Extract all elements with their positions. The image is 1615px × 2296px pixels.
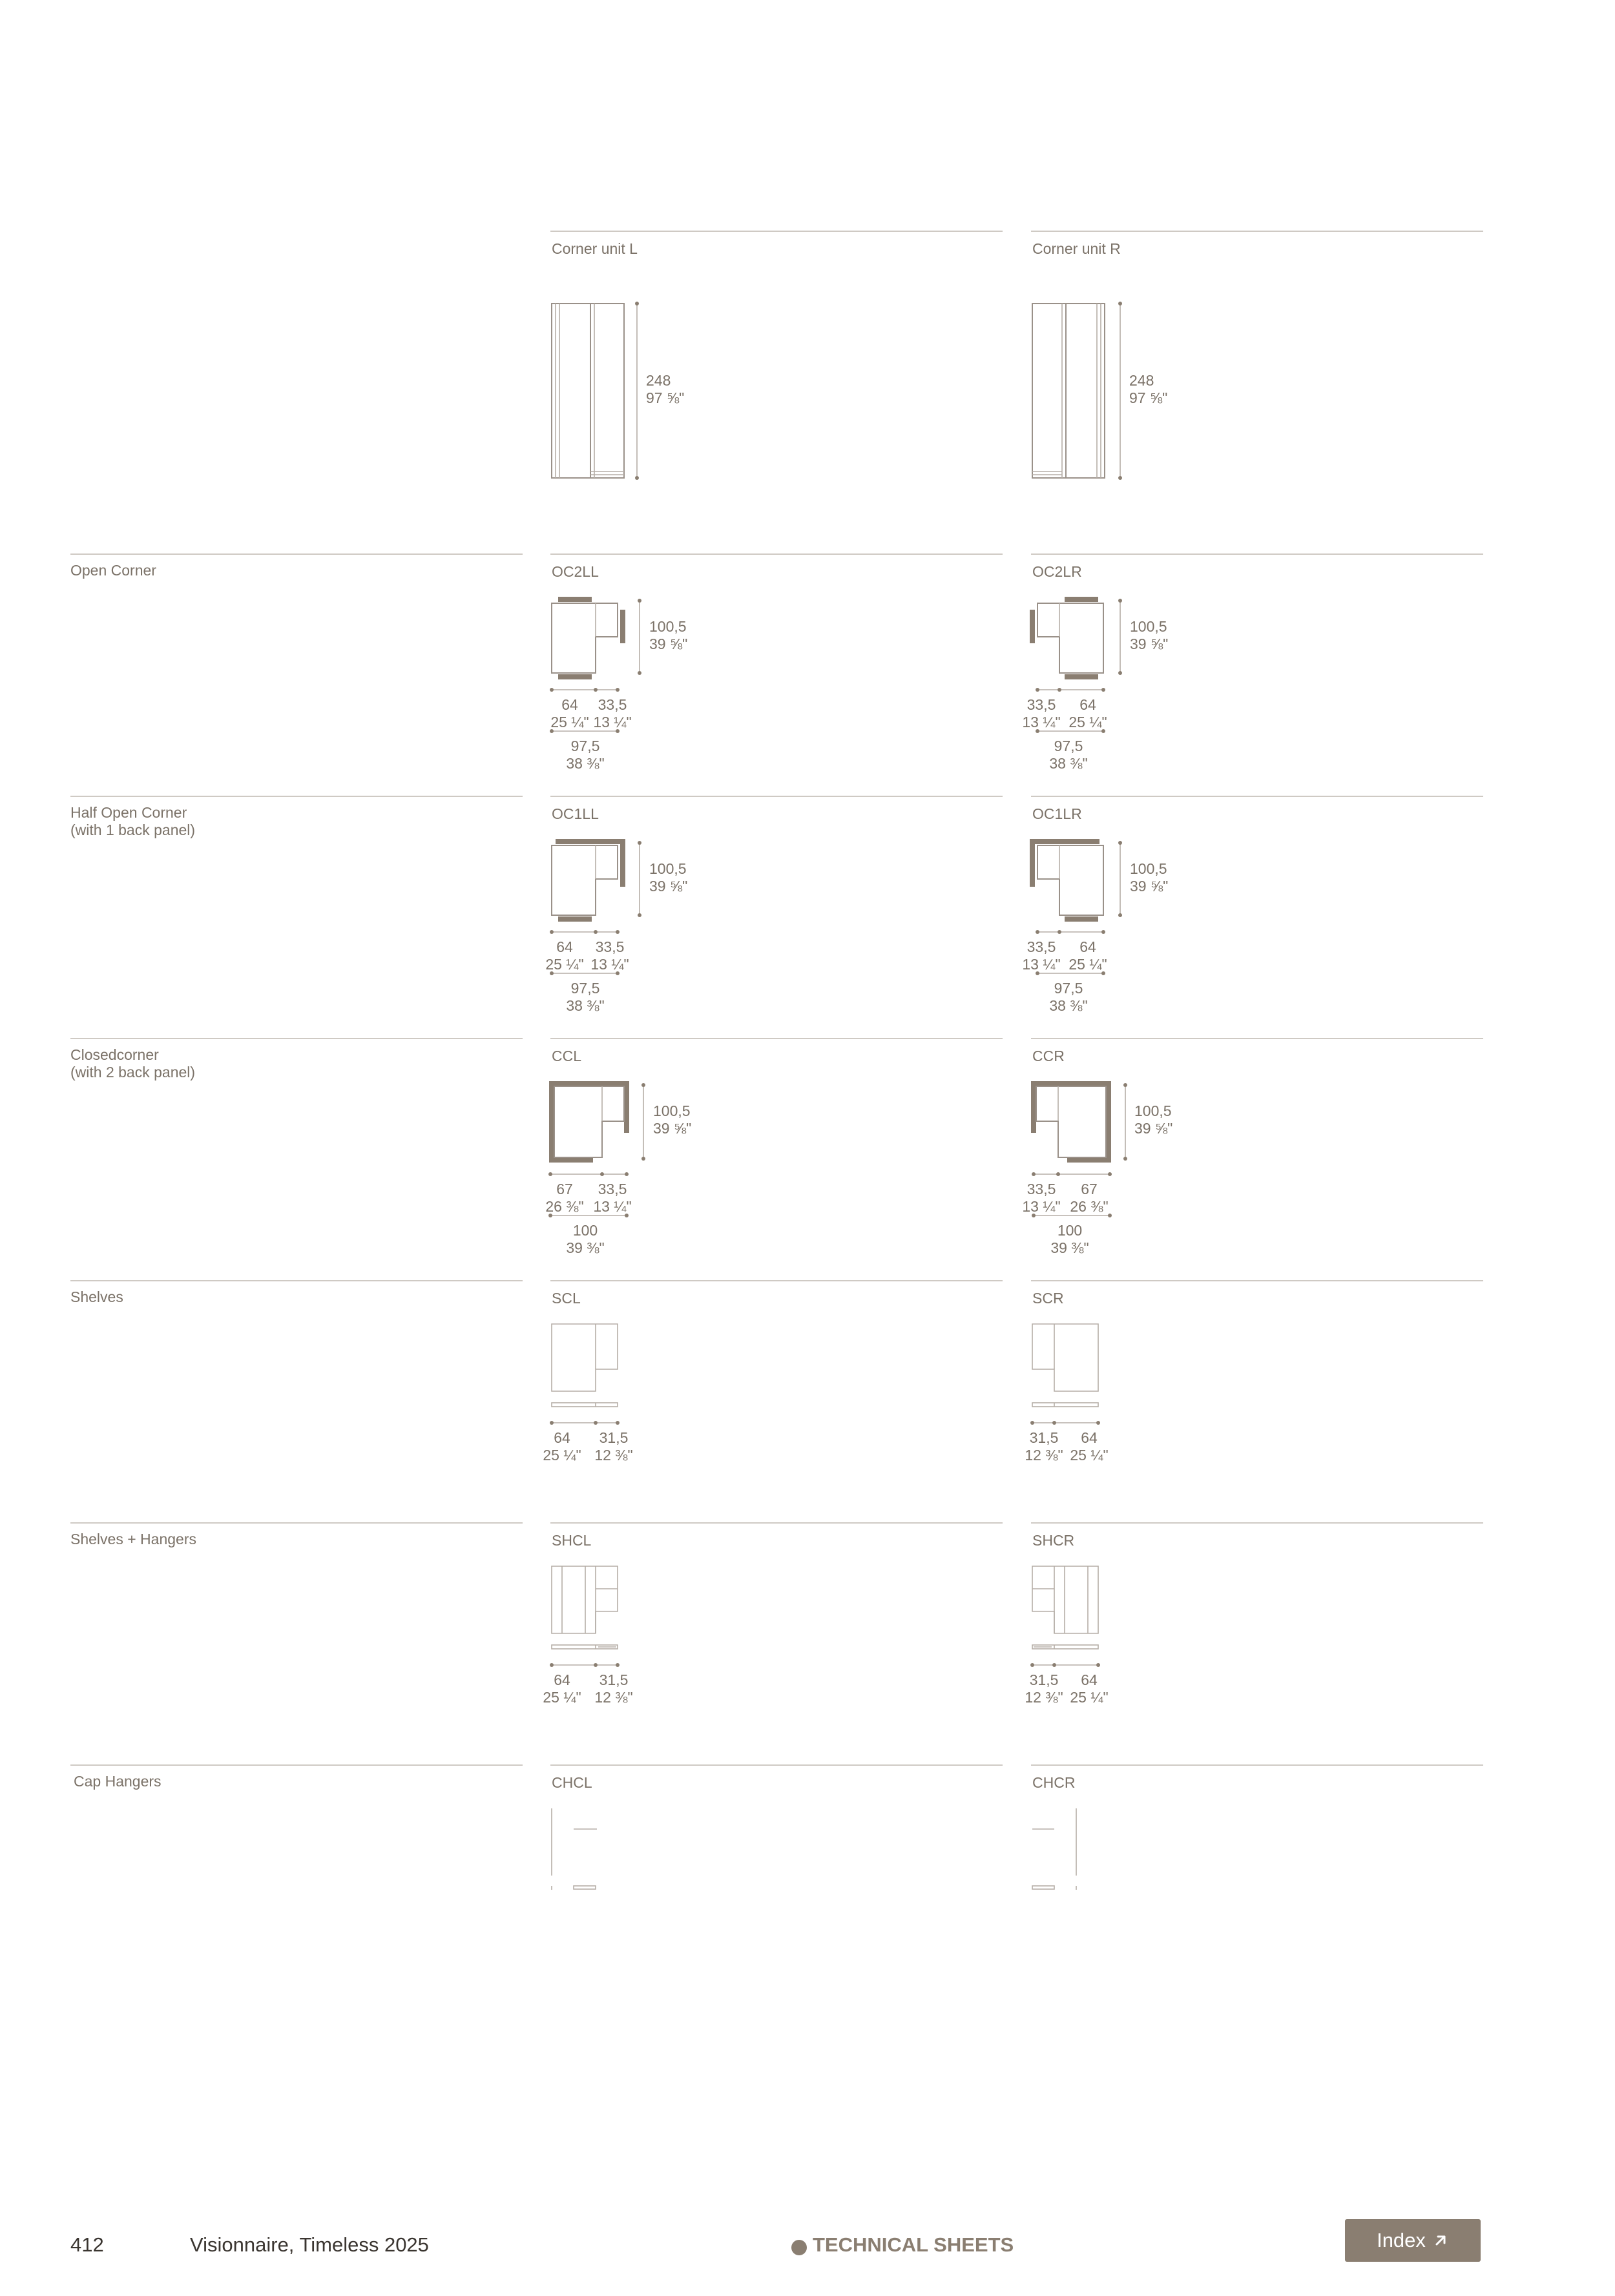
dim-width1-cm: 64 xyxy=(561,696,578,713)
dim-height-cm: 100,5 xyxy=(1130,860,1167,877)
dim-width1-cm: 64 xyxy=(554,1671,570,1688)
dim-height-cm: 248 xyxy=(1129,372,1154,389)
rule-label xyxy=(70,1280,523,1281)
dim-width1-in: 13 ¼" xyxy=(1022,956,1061,973)
dim-width2-in: 25 ¼" xyxy=(1068,714,1107,730)
plan-drawing-oc2ll xyxy=(547,594,656,685)
dim-width2-in: 25 ¼" xyxy=(1070,1447,1109,1463)
dim-width1-in: 13 ¼" xyxy=(1022,714,1061,730)
dim-width1-cm: 33,5 xyxy=(1026,1181,1056,1197)
elevation-drawing-corner-unit-l xyxy=(547,297,650,484)
rule-left xyxy=(550,1764,1003,1766)
elevation-drawing-corner-unit-r xyxy=(1027,297,1130,484)
dim-width2-cm: 64 xyxy=(1079,938,1096,955)
plan-drawing-shcl xyxy=(547,1560,656,1676)
rule-right xyxy=(1031,553,1483,555)
rule-left xyxy=(550,1280,1003,1281)
dim-total-in: 39 ⅜" xyxy=(1050,1239,1089,1256)
dim-width2-in: 13 ¼" xyxy=(590,956,629,973)
dim-total-in: 38 ⅜" xyxy=(566,755,605,772)
rule-label xyxy=(70,1764,523,1766)
dim-height-cm: 100,5 xyxy=(653,1102,691,1119)
dim-width2-cm: 64 xyxy=(1079,696,1096,713)
row-label-half-open-corner: Half Open Corner (with 1 back panel) xyxy=(70,804,196,838)
rule-right xyxy=(1031,1764,1483,1766)
dim-height-in: 39 ⅝" xyxy=(649,636,688,652)
dim-height-cm: 100,5 xyxy=(1134,1102,1172,1119)
code-scr: SCR xyxy=(1032,1290,1064,1307)
page-number: 412 xyxy=(70,2233,104,2256)
dim-width1-in: 25 ¼" xyxy=(543,1447,581,1463)
code-oc1ll: OC1LL xyxy=(552,805,599,822)
code-shcl: SHCL xyxy=(552,1532,592,1549)
dim-width2-cm: 33,5 xyxy=(598,696,627,713)
rule-label xyxy=(70,1522,523,1524)
dim-total-cm: 97,5 xyxy=(1054,738,1083,754)
dim-width2-in: 12 ⅜" xyxy=(594,1689,633,1706)
plan-drawing-oc1ll xyxy=(547,836,656,927)
rule-label xyxy=(70,553,523,555)
dim-width2-cm: 33,5 xyxy=(598,1181,627,1197)
plan-drawing-oc2lr xyxy=(1027,594,1137,685)
dim-height-in: 97 ⅝" xyxy=(646,389,685,406)
rule-corner-unit-l xyxy=(550,231,1003,232)
dim-total-cm: 97,5 xyxy=(1054,980,1083,997)
dim-width2-in: 26 ⅜" xyxy=(1070,1198,1109,1215)
dim-width1-cm: 67 xyxy=(556,1181,573,1197)
rule-right xyxy=(1031,1280,1483,1281)
dim-width2-in: 13 ¼" xyxy=(593,1198,632,1215)
dim-width1-cm: 33,5 xyxy=(1026,696,1056,713)
dim-total-in: 38 ⅜" xyxy=(566,997,605,1014)
code-corner-unit-l: Corner unit L xyxy=(552,240,638,257)
dim-width2-cm: 64 xyxy=(1081,1429,1098,1446)
dim-width1-cm: 64 xyxy=(554,1429,570,1446)
plan-drawing-chcl xyxy=(547,1802,656,1892)
plan-drawing-scl xyxy=(547,1318,656,1434)
row-label-closed-corner: Closedcorner (with 2 back panel) xyxy=(70,1046,196,1081)
dim-height-in: 39 ⅝" xyxy=(1130,636,1169,652)
dim-width2-in: 13 ¼" xyxy=(593,714,632,730)
code-oc2ll: OC2LL xyxy=(552,563,599,580)
dim-width2-cm: 33,5 xyxy=(595,938,625,955)
rule-label xyxy=(70,1038,523,1039)
dim-width1-cm: 33,5 xyxy=(1026,938,1056,955)
dim-width1-in: 26 ⅜" xyxy=(545,1198,584,1215)
code-chcr: CHCR xyxy=(1032,1774,1076,1791)
code-oc1lr: OC1LR xyxy=(1032,805,1082,822)
rule-corner-unit-r xyxy=(1031,231,1483,232)
rule-left xyxy=(550,796,1003,797)
dim-width2-in: 25 ¼" xyxy=(1070,1689,1109,1706)
dim-height-in: 39 ⅝" xyxy=(1130,878,1169,895)
dim-width1-in: 25 ¼" xyxy=(545,956,584,973)
plan-drawing-ccl xyxy=(547,1079,663,1169)
dim-height-cm: 100,5 xyxy=(649,860,687,877)
code-scl: SCL xyxy=(552,1290,581,1307)
dim-height-in: 39 ⅝" xyxy=(1134,1120,1173,1137)
plan-drawing-chcr xyxy=(1027,1802,1137,1892)
dim-height-in: 39 ⅝" xyxy=(653,1120,692,1137)
code-oc2lr: OC2LR xyxy=(1032,563,1082,580)
dim-width2-in: 12 ⅜" xyxy=(594,1447,633,1463)
rule-left xyxy=(550,1038,1003,1039)
code-shcr: SHCR xyxy=(1032,1532,1075,1549)
dim-width1-in: 25 ¼" xyxy=(550,714,589,730)
row-label-open-corner: Open Corner xyxy=(70,562,156,579)
dim-total-in: 38 ⅜" xyxy=(1049,997,1088,1014)
dim-height-in: 39 ⅝" xyxy=(649,878,688,895)
dim-width2-cm: 67 xyxy=(1081,1181,1098,1197)
dim-height-cm: 248 xyxy=(646,372,671,389)
dim-width2-cm: 31,5 xyxy=(599,1671,629,1688)
rule-right xyxy=(1031,796,1483,797)
plan-drawing-ccr xyxy=(1027,1079,1143,1169)
dim-width1-cm: 31,5 xyxy=(1029,1429,1059,1446)
code-corner-unit-r: Corner unit R xyxy=(1032,240,1121,257)
dim-width2-cm: 31,5 xyxy=(599,1429,629,1446)
rule-left xyxy=(550,1522,1003,1524)
dim-width1-in: 12 ⅜" xyxy=(1025,1447,1063,1463)
row-label-cap-hangers: Cap Hangers xyxy=(74,1773,162,1790)
plan-drawing-oc1lr xyxy=(1027,836,1137,927)
row-label-shelves-hangers: Shelves + Hangers xyxy=(70,1531,196,1547)
dim-height-cm: 100,5 xyxy=(1130,618,1167,635)
publication-title: Visionnaire, Timeless 2025 xyxy=(190,2233,429,2256)
dim-total-cm: 100 xyxy=(572,1222,598,1239)
code-ccl: CCL xyxy=(552,1048,582,1064)
plan-drawing-shcr xyxy=(1027,1560,1137,1676)
plan-drawing-scr xyxy=(1027,1318,1137,1434)
code-chcl: CHCL xyxy=(552,1774,592,1791)
index-button-label: Index xyxy=(1377,2229,1426,2251)
rule-left xyxy=(550,553,1003,555)
section-title: TECHNICAL SHEETS xyxy=(813,2233,1014,2256)
dim-total-cm: 100 xyxy=(1057,1222,1083,1239)
dim-width2-cm: 64 xyxy=(1081,1671,1098,1688)
dim-height-in: 97 ⅝" xyxy=(1129,389,1168,406)
row-label-shelves: Shelves xyxy=(70,1288,123,1305)
rule-right xyxy=(1031,1038,1483,1039)
dim-width1-in: 12 ⅜" xyxy=(1025,1689,1063,1706)
dim-width1-in: 25 ¼" xyxy=(543,1689,581,1706)
index-button[interactable] xyxy=(1345,2219,1481,2262)
dim-width1-cm: 64 xyxy=(556,938,573,955)
dim-width2-in: 25 ¼" xyxy=(1068,956,1107,973)
section-dot-icon xyxy=(791,2240,807,2255)
code-ccr: CCR xyxy=(1032,1048,1065,1064)
rule-right xyxy=(1031,1522,1483,1524)
dim-total-in: 39 ⅜" xyxy=(566,1239,605,1256)
dim-width1-cm: 31,5 xyxy=(1029,1671,1059,1688)
dim-total-in: 38 ⅜" xyxy=(1049,755,1088,772)
dim-height-cm: 100,5 xyxy=(649,618,687,635)
dim-total-cm: 97,5 xyxy=(570,738,600,754)
dim-total-cm: 97,5 xyxy=(570,980,600,997)
arrow-up-right-icon xyxy=(1432,2232,1449,2249)
rule-label xyxy=(70,796,523,797)
dim-width1-in: 13 ¼" xyxy=(1022,1198,1061,1215)
